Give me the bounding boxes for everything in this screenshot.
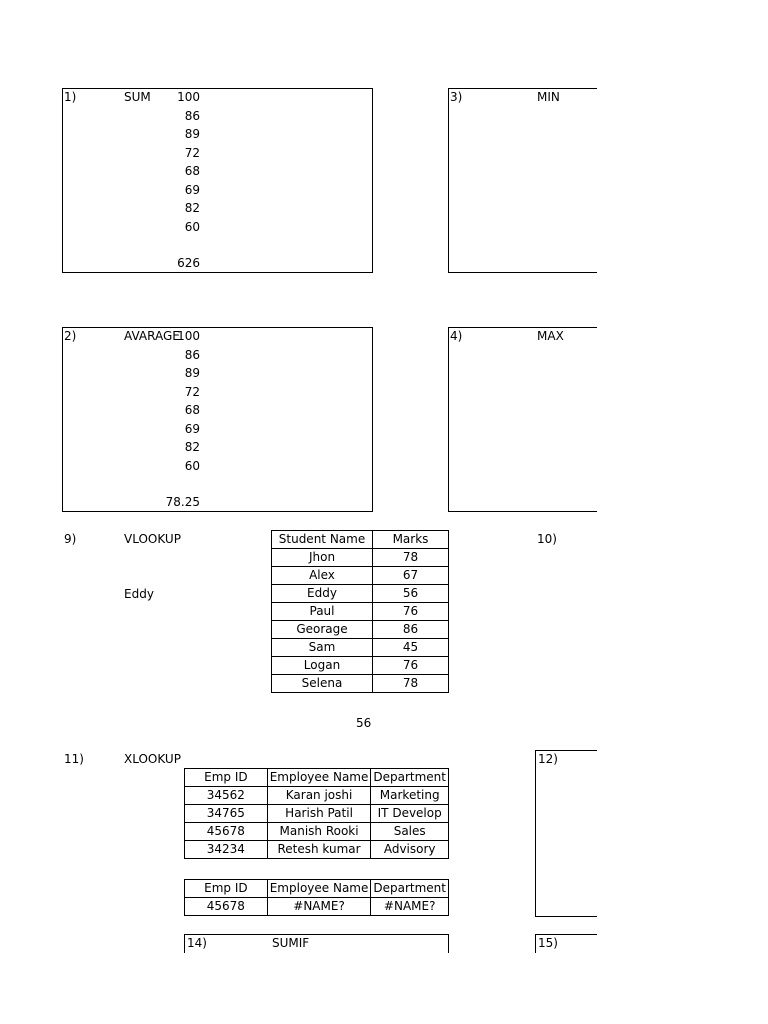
table-row	[272, 603, 449, 621]
average-value: 86	[184, 347, 200, 362]
table-header-cell: Marks	[373, 531, 449, 549]
min-section-title: MIN	[537, 90, 560, 104]
table-cell: Karan joshi	[267, 787, 371, 805]
sum-value: 82	[184, 201, 200, 215]
table-cell: 34765	[185, 805, 268, 823]
table-row	[185, 805, 449, 823]
table-row	[185, 898, 449, 916]
table-cell: #NAME?	[371, 898, 449, 916]
min-section-number: 3)	[450, 90, 463, 104]
sum-value: 86	[184, 108, 200, 123]
average-value: 82	[184, 440, 200, 454]
table-header-cell: Emp ID	[185, 769, 268, 787]
sum-value: 69	[184, 182, 200, 197]
xlookup-section-title: XLOOKUP	[124, 752, 181, 766]
section-12-box	[535, 750, 597, 917]
section-12-number: 12)	[538, 752, 558, 766]
table-cell: 56	[373, 585, 449, 603]
table-cell: Jhon	[272, 549, 373, 567]
table-cell: Logan	[272, 657, 373, 675]
max-section-title: MAX	[537, 329, 564, 343]
max-section-box	[448, 327, 597, 512]
average-value: 60	[184, 458, 200, 473]
table-row	[272, 549, 449, 567]
sum-value: 89	[184, 127, 200, 141]
average-result: 78.25	[165, 495, 200, 509]
table-header-cell: Employee Name	[267, 880, 371, 898]
table-cell: 45	[373, 639, 449, 657]
vlookup-section-number: 9)	[64, 532, 77, 546]
table-cell: Selena	[272, 675, 373, 693]
table-cell: Marketing	[371, 787, 449, 805]
table-row	[185, 823, 449, 841]
average-section-number: 2)	[64, 329, 77, 343]
sum-section-box	[62, 88, 373, 273]
sumif-section-box	[184, 934, 449, 954]
section-10-number: 10)	[537, 532, 557, 546]
table-row	[185, 841, 449, 859]
table-cell: IT Develop	[371, 805, 449, 823]
table-row	[272, 585, 449, 603]
sum-value: 60	[184, 219, 200, 234]
average-value: 69	[184, 421, 200, 436]
average-value: 72	[184, 384, 200, 399]
table-cell: 76	[373, 657, 449, 675]
table-row	[272, 639, 449, 657]
table-header-row	[185, 880, 449, 898]
average-section-box	[62, 327, 373, 512]
table-header-row	[272, 531, 449, 549]
min-section-box	[448, 88, 597, 273]
xlookup-section-number: 11)	[64, 752, 84, 766]
table-cell: 67	[373, 567, 449, 585]
table-cell: 86	[373, 621, 449, 639]
section-15-number: 15)	[538, 936, 558, 950]
sum-section-title: SUM	[124, 90, 151, 104]
table-cell: Alex	[272, 567, 373, 585]
table-row	[272, 657, 449, 675]
sum-result: 626	[177, 256, 200, 270]
sum-value: 68	[184, 164, 200, 178]
table-cell: 78	[373, 549, 449, 567]
table-cell: 78	[373, 675, 449, 693]
table-cell: #NAME?	[267, 898, 371, 916]
table-cell: Manish Rooki	[267, 823, 371, 841]
table-row	[272, 567, 449, 585]
sum-values-list	[177, 88, 200, 236]
table-cell: Georage	[272, 621, 373, 639]
average-value: 100	[177, 329, 200, 343]
vlookup-section-title: VLOOKUP	[124, 532, 181, 546]
table-header-cell: Department	[371, 880, 449, 898]
sumif-section-title: SUMIF	[272, 936, 310, 950]
table-cell: Retesh kumar	[267, 841, 371, 859]
table-cell: Harish Patil	[267, 805, 371, 823]
table-header-cell: Emp ID	[185, 880, 268, 898]
table-row	[185, 787, 449, 805]
table-header-cell: Employee Name	[267, 769, 371, 787]
average-value: 68	[184, 403, 200, 417]
table-cell: 34562	[185, 787, 268, 805]
table-cell: Paul	[272, 603, 373, 621]
sumif-section-number: 14)	[187, 936, 207, 950]
sum-value: 72	[184, 145, 200, 160]
table-row	[272, 621, 449, 639]
table-row	[272, 675, 449, 693]
sum-value: 100	[177, 90, 200, 104]
table-header-cell: Student Name	[272, 531, 373, 549]
table-cell: 76	[373, 603, 449, 621]
xlookup-table	[184, 768, 449, 859]
vlookup-lookup-value: Eddy	[124, 587, 154, 601]
table-header-cell: Department	[371, 769, 449, 787]
table-cell: Advisory	[371, 841, 449, 859]
table-header-row	[185, 769, 449, 787]
average-values-list	[177, 327, 200, 475]
table-cell: 34234	[185, 841, 268, 859]
max-section-number: 4)	[450, 329, 463, 343]
table-cell: Sales	[371, 823, 449, 841]
xlookup-result-table	[184, 879, 449, 916]
average-section-title: AVARAGE	[124, 329, 180, 343]
table-cell: Eddy	[272, 585, 373, 603]
vlookup-result: 56	[356, 716, 372, 730]
average-value: 89	[184, 366, 200, 380]
vlookup-table	[271, 530, 449, 693]
page-bottom-area	[0, 953, 597, 1024]
sum-section-number: 1)	[64, 90, 77, 104]
table-cell: Sam	[272, 639, 373, 657]
table-cell: 45678	[185, 823, 268, 841]
table-cell: 45678	[185, 898, 268, 916]
